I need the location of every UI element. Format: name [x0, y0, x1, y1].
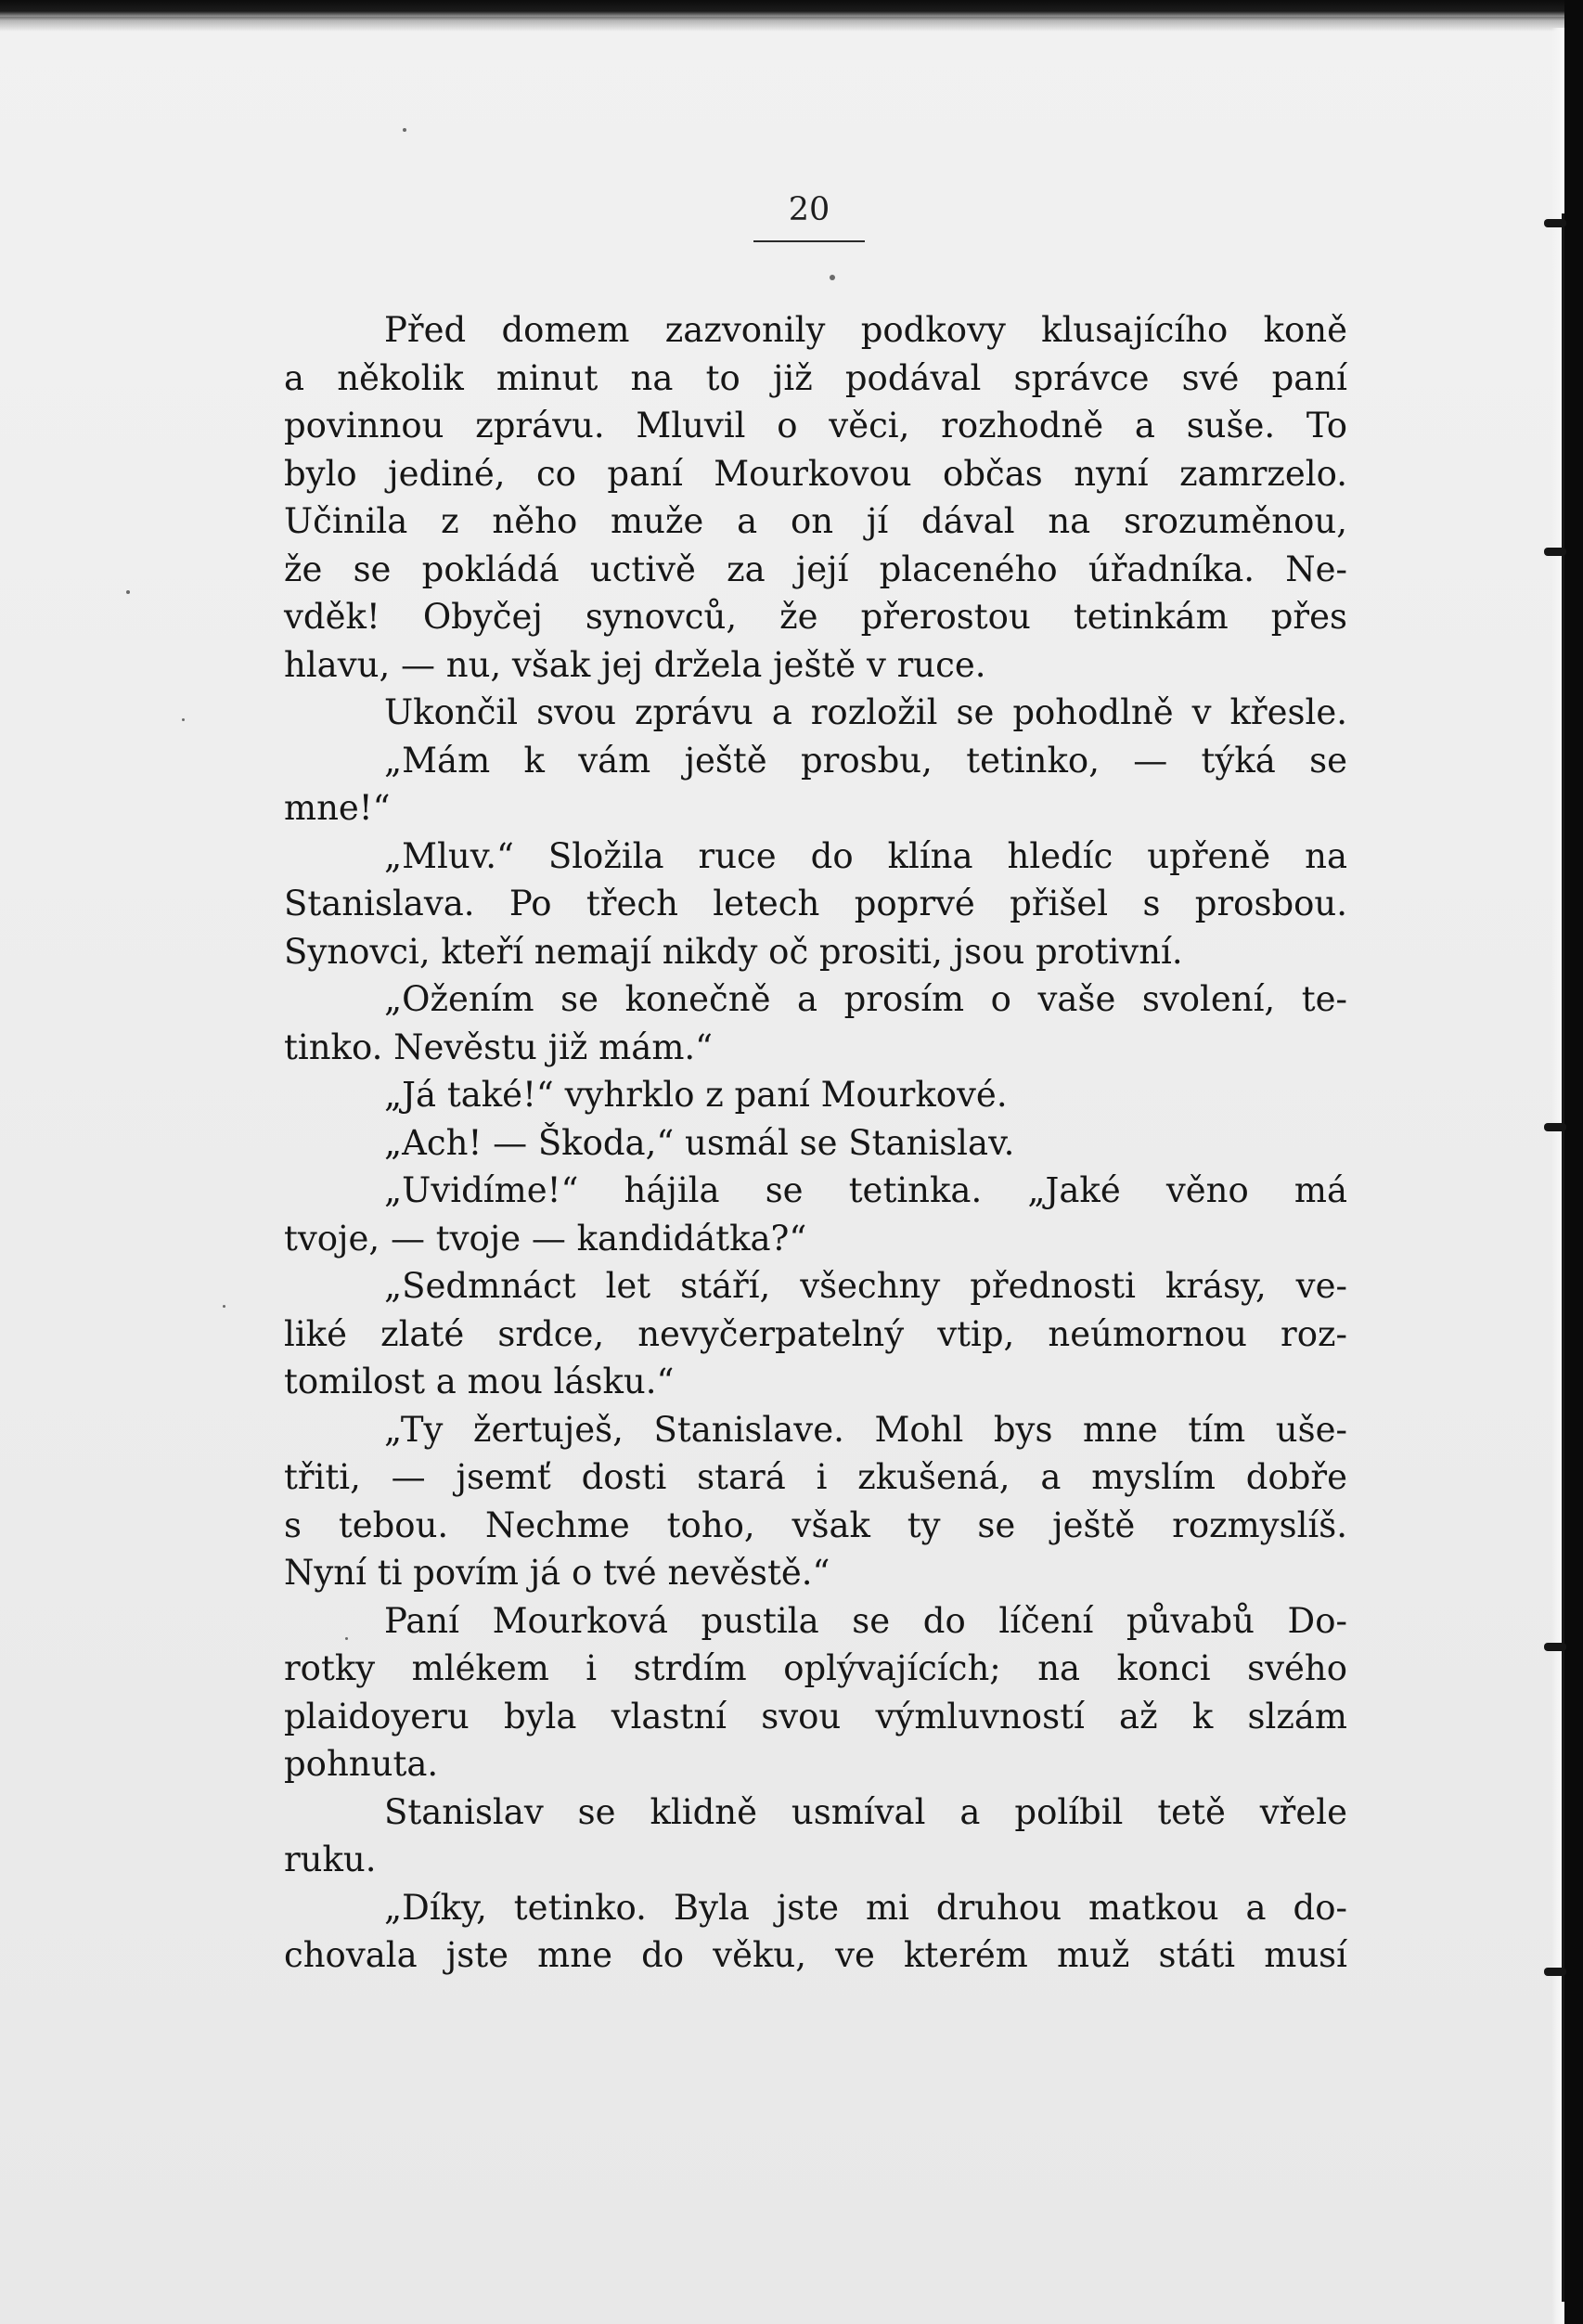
text-line: Před domem zazvonily podkovy klusajícího koně [384, 310, 1347, 350]
text-line: liké zlaté srdce, nevyčerpatelný vtip, neúmornou roz- [284, 1313, 1347, 1354]
body-text [284, 306, 1347, 2163]
text-line: Paní Mourková pustila se do líčení půvabů Do- [384, 1600, 1347, 1641]
text-line: „Ožením se konečně a prosím o vaše svolení, te- [384, 979, 1347, 1019]
text-line: hlavu, — nu, však jej držela ještě v ruce. [284, 644, 986, 685]
text-line: „Ach! — Škoda,“ usmál se Stanislav. [384, 1122, 1015, 1163]
scan-speck [223, 1305, 225, 1308]
page-right-dark-border [1564, 0, 1583, 2324]
text-line: s tebou. Nechme toho, však ty se ještě rozmyslíš. [284, 1504, 1347, 1545]
edge-mark [1544, 1968, 1566, 1976]
text-line: Stanislav se klidně usmíval a políbil tetě vřele [384, 1791, 1347, 1832]
text-line: Stanislava. Po třech letech poprvé přišel s prosbou. [284, 884, 1347, 923]
text-line: „Sedmnáct let stáří, všechny přednosti krásy, ve- [384, 1266, 1347, 1306]
text-line: Nyní ti povím já o tvé nevěstě.“ [284, 1553, 830, 1593]
text-line: třiti, — jsemť dosti stará i zkušená, a myslím dobře [284, 1457, 1347, 1497]
text-line: a několik minut na to již podával správce své paní [284, 357, 1347, 398]
text-line: „Mluv.“ Složila ruce do klína hledíc upřeně na [384, 835, 1347, 876]
text-line: Ukončil svou zprávu a rozložil se pohodlně v křesle. [384, 692, 1347, 732]
page-number: 20 [788, 191, 830, 228]
text-line: rotky mlékem i strdím oplývajících; na konci svého [284, 1648, 1347, 1688]
text-line: ruku. [284, 1840, 377, 1879]
edge-mark [1544, 1643, 1566, 1651]
text-line: „Ty žertuješ, Stanislave. Mohl bys mne tím uše- [384, 1409, 1347, 1450]
scan-speck [403, 128, 406, 132]
text-line: „Mám k vám ještě prosbu, tetinko, — týká se [384, 740, 1347, 781]
text-line: vděk! Obyčej synovců, že přerostou tetinkám přes [284, 597, 1347, 637]
text-line: bylo jediné, co paní Mourkovou občas nyní zamrzelo. [284, 453, 1347, 494]
text-line: tomilost a mou lásku.“ [284, 1362, 675, 1401]
text-line: plaidoyeru byla vlastní svou výmluvností až k slzám [284, 1696, 1347, 1737]
edge-mark [1544, 219, 1566, 227]
text-line: Učinila z něho muže a on jí dával na srozuměnou, [284, 501, 1347, 541]
text-line: „Já také!“ vyhrklo z paní Mourkové. [384, 1075, 1008, 1115]
edge-mark [1544, 1123, 1566, 1131]
text-line: „Díky, tetinko. Byla jste mi druhou matkou a do- [384, 1887, 1347, 1928]
text-line: „Uvidíme!“ hájila se tetinka. „Jaké věno má [384, 1170, 1347, 1210]
page-top-shadow [0, 17, 1583, 32]
text-line: tvoje, — tvoje — kandidátka?“ [284, 1218, 807, 1259]
text-line: tinko. Nevěstu již mám.“ [284, 1026, 714, 1067]
text-line: Synovci, kteří nemají nikdy oč prositi, jsou protivní. [284, 931, 1183, 972]
text-line: chovala jste mne do věku, ve kterém muž státi musí [284, 1935, 1347, 1975]
text-line: mne!“ [284, 788, 391, 828]
edge-mark [1544, 548, 1566, 556]
scan-speck [182, 718, 185, 721]
scan-speck [126, 590, 130, 594]
text-line: pohnuta. [284, 1744, 439, 1784]
page-number-underline [753, 240, 865, 242]
page-right-edge-line [1562, 213, 1564, 2302]
scan-speck [830, 275, 835, 280]
text-line: že se pokládá uctivě za její placeného úřadníka. Ne- [284, 549, 1347, 589]
text-line: povinnou zprávu. Mluvil o věci, rozhodně a suše. To [284, 406, 1347, 445]
